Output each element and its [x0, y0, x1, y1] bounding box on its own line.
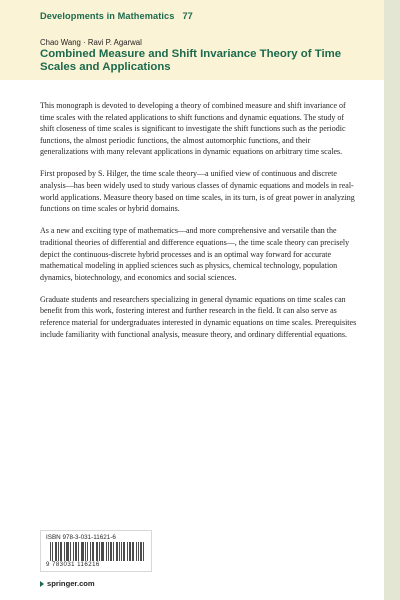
paragraph: Graduate students and researchers specializing in general dynamic equations on time scales can benefit from this work, fostering interest and further research in the field. It can also serve as reference material for undergraduates interested in dynamic equations on time scales. Prerequisites include familiarity with functional analysis, measure theory, and ordinary differential equations.	[40, 294, 357, 339]
series-volume: 77	[182, 11, 193, 21]
series-line	[40, 11, 193, 21]
paragraph: As a new and exciting type of mathematics—and more comprehensive and versatile than the traditional theories of differential and difference equations—, the time scale theory can precisely depict the continuous-discrete hybrid processes and is an optimal way forward for accurate mathematical modeling in applied sciences such as physics, chemical technology, population dynamics, biotechnology, and economics and social sciences.	[40, 226, 350, 282]
spine-stripe	[384, 0, 400, 600]
isbn-label: ISBN 978-3-031-11621-6	[46, 534, 116, 541]
book-title: Combined Measure and Shift Invariance Theory of Time Scales and Applications	[40, 48, 342, 74]
barcode-digits: 9 783031 116216	[46, 561, 100, 568]
arrow-icon	[40, 581, 44, 587]
authors: Chao Wang · Ravi P. Agarwal	[40, 38, 142, 47]
publisher-url: springer.com	[47, 579, 95, 588]
barcode-bars	[50, 542, 144, 561]
blurb	[40, 100, 358, 351]
paragraph: This monograph is devoted to developing a theory of combined measure and shift invariance of time scales with the related applications to shift functions and dynamic equations. The study of shift closeness of time scales is significant to investigate the shift functions such as the periodic functions, the almost periodic functions, the almost automorphic functions, and their generalizations with many relevant applications in dynamic equations on arbitrary time scales.	[40, 101, 346, 157]
paragraph: First proposed by S. Hilger, the time scale theory—a unified view of continuous and discrete analysis—has been widely used to study various classes of dynamic equations and models in real-world applications. Measure theory based on time scales, in its turn, is of great power in analyzing functions on time scales or hybrid domains.	[40, 169, 355, 214]
publisher-link[interactable]	[40, 579, 95, 588]
series-name: Developments in Mathematics	[40, 11, 175, 21]
